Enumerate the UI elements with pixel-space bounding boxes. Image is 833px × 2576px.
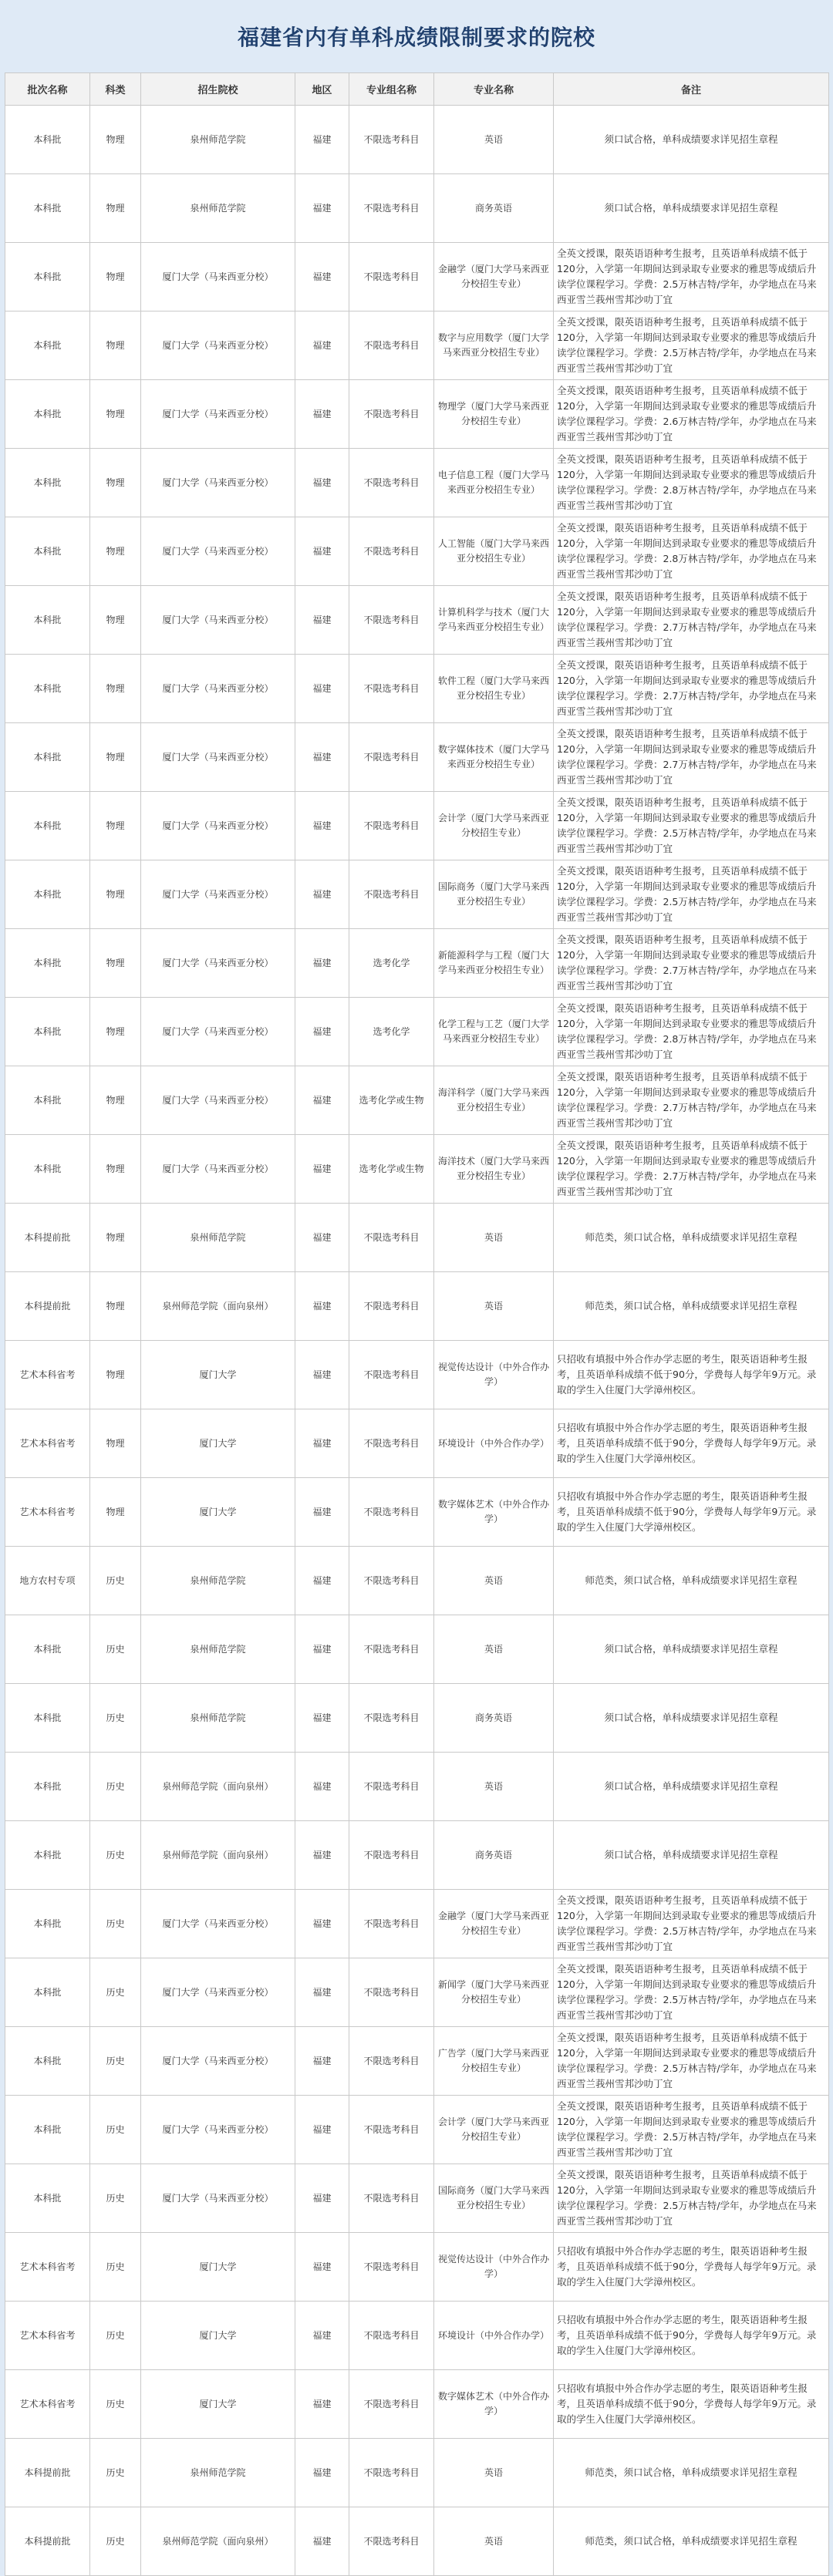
school-cell: 泉州师范学院 (141, 1684, 295, 1753)
table-row (5, 2027, 829, 2096)
subject-type-cell: 物理 (90, 449, 141, 517)
school-cell: 厦门大学（马来西亚分校） (141, 655, 295, 723)
batch-cell: 本科批 (5, 792, 90, 860)
school-cell: 厦门大学 (141, 1341, 295, 1409)
major-cell: 新能源科学与工程（厦门大学马来西亚分校招生专业） (434, 929, 554, 998)
remarks-cell: 师范类，须口试合格，单科成绩要求详见招生章程 (554, 1272, 829, 1341)
remarks-cell: 只招收有填报中外合作办学志愿的考生，限英语语种考生报考，且英语单科成绩不低于90分，学费每人每学年9万元。录取的学生入住厦门大学漳州校区。 (554, 1478, 829, 1547)
major-cell: 海洋技术（厦门大学马来西亚分校招生专业） (434, 1135, 554, 1204)
remarks-cell: 全英文授课，限英语语种考生报考，且英语单科成绩不低于120分，入学第一年期间达到录取专业要求的雅思等成绩后升读学位课程学习。学费：2.7万林吉特/学年，办学地点在马来西亚雪兰莪州雪邦沙叻丁宜 (554, 655, 829, 723)
school-cell: 厦门大学（马来西亚分校） (141, 2164, 295, 2233)
table-row (5, 1272, 829, 1341)
table-row (5, 2233, 829, 2302)
major-group-cell: 不限选考科目 (349, 106, 434, 174)
remarks-cell: 全英文授课，限英语语种考生报考，且英语单科成绩不低于120分，入学第一年期间达到录取专业要求的雅思等成绩后升读学位课程学习。学费：2.7万林吉特/学年，办学地点在马来西亚雪兰莪州雪邦沙叻丁宜 (554, 929, 829, 998)
batch-cell: 本科批 (5, 2164, 90, 2233)
major-group-cell: 不限选考科目 (349, 1341, 434, 1409)
school-cell: 厦门大学（马来西亚分校） (141, 380, 295, 449)
subject-type-cell: 物理 (90, 929, 141, 998)
region-cell: 福建 (295, 174, 349, 243)
major-group-cell: 不限选考科目 (349, 2507, 434, 2576)
subject-type-cell: 历史 (90, 2164, 141, 2233)
batch-cell: 本科批 (5, 380, 90, 449)
region-cell: 福建 (295, 517, 349, 586)
major-group-cell: 不限选考科目 (349, 174, 434, 243)
column-header-region: 地区 (295, 73, 349, 106)
major-cell: 新闻学（厦门大学马来西亚分校招生专业） (434, 1958, 554, 2027)
subject-type-cell: 物理 (90, 723, 141, 792)
major-group-cell: 不限选考科目 (349, 1821, 434, 1890)
school-cell: 泉州师范学院 (141, 106, 295, 174)
batch-cell: 本科批 (5, 1821, 90, 1890)
region-cell: 福建 (295, 792, 349, 860)
table-row (5, 517, 829, 586)
major-cell: 英语 (434, 1547, 554, 1615)
major-cell: 人工智能（厦门大学马来西亚分校招生专业） (434, 517, 554, 586)
region-cell: 福建 (295, 1958, 349, 2027)
major-group-cell: 不限选考科目 (349, 1615, 434, 1684)
school-cell: 厦门大学（马来西亚分校） (141, 723, 295, 792)
subject-type-cell: 物理 (90, 792, 141, 860)
school-cell: 泉州师范学院（面向泉州） (141, 1821, 295, 1890)
remarks-cell: 只招收有填报中外合作办学志愿的考生，限英语语种考生报考，且英语单科成绩不低于90分，学费每人每学年9万元。录取的学生入住厦门大学漳州校区。 (554, 2302, 829, 2370)
major-group-cell: 不限选考科目 (349, 2439, 434, 2507)
column-header-remarks: 备注 (554, 73, 829, 106)
column-header-major: 专业名称 (434, 73, 554, 106)
table-row (5, 174, 829, 243)
region-cell: 福建 (295, 1615, 349, 1684)
major-cell: 数字与应用数学（厦门大学马来西亚分校招生专业） (434, 311, 554, 380)
remarks-cell: 全英文授课，限英语语种考生报考，且英语单科成绩不低于120分，入学第一年期间达到录取专业要求的雅思等成绩后升读学位课程学习。学费：2.7万林吉特/学年，办学地点在马来西亚雪兰莪州雪邦沙叻丁宜 (554, 1066, 829, 1135)
major-cell: 物理学（厦门大学马来西亚分校招生专业） (434, 380, 554, 449)
subject-type-cell: 物理 (90, 1135, 141, 1204)
major-group-cell: 不限选考科目 (349, 2370, 434, 2439)
region-cell: 福建 (295, 1890, 349, 1958)
major-group-cell: 不限选考科目 (349, 860, 434, 929)
major-group-cell: 选考化学或生物 (349, 1066, 434, 1135)
remarks-cell: 全英文授课，限英语语种考生报考，且英语单科成绩不低于120分，入学第一年期间达到录取专业要求的雅思等成绩后升读学位课程学习。学费：2.5万林吉特/学年，办学地点在马来西亚雪兰莪州雪邦沙叻丁宜 (554, 311, 829, 380)
table-row (5, 2164, 829, 2233)
major-group-cell: 不限选考科目 (349, 1684, 434, 1753)
major-group-cell: 不限选考科目 (349, 449, 434, 517)
table-row (5, 1066, 829, 1135)
major-group-cell: 不限选考科目 (349, 1958, 434, 2027)
major-cell: 计算机科学与技术（厦门大学马来西亚分校招生专业） (434, 586, 554, 655)
batch-cell: 本科批 (5, 1753, 90, 1821)
batch-cell: 本科批 (5, 860, 90, 929)
subject-type-cell: 物理 (90, 1478, 141, 1547)
remarks-cell: 全英文授课，限英语语种考生报考，且英语单科成绩不低于120分，入学第一年期间达到录取专业要求的雅思等成绩后升读学位课程学习。学费：2.8万林吉特/学年，办学地点在马来西亚雪兰莪州雪邦沙叻丁宜 (554, 517, 829, 586)
major-cell: 国际商务（厦门大学马来西亚分校招生专业） (434, 2164, 554, 2233)
batch-cell: 本科批 (5, 243, 90, 311)
table-header-row (5, 73, 829, 106)
batch-cell: 地方农村专项 (5, 1547, 90, 1615)
school-cell: 泉州师范学院 (141, 2439, 295, 2507)
subject-type-cell: 历史 (90, 2439, 141, 2507)
region-cell: 福建 (295, 655, 349, 723)
remarks-cell: 全英文授课，限英语语种考生报考，且英语单科成绩不低于120分，入学第一年期间达到录取专业要求的雅思等成绩后升读学位课程学习。学费：2.5万林吉特/学年，办学地点在马来西亚雪兰莪州雪邦沙叻丁宜 (554, 2096, 829, 2164)
remarks-cell: 师范类，须口试合格，单科成绩要求详见招生章程 (554, 2507, 829, 2576)
subject-type-cell: 物理 (90, 311, 141, 380)
school-cell: 厦门大学（马来西亚分校） (141, 1066, 295, 1135)
subject-type-cell: 物理 (90, 1272, 141, 1341)
remarks-cell: 师范类，须口试合格，单科成绩要求详见招生章程 (554, 2439, 829, 2507)
region-cell: 福建 (295, 1753, 349, 1821)
region-cell: 福建 (295, 2370, 349, 2439)
subject-type-cell: 历史 (90, 2096, 141, 2164)
subject-type-cell: 物理 (90, 586, 141, 655)
table-row (5, 1204, 829, 1272)
subject-type-cell: 物理 (90, 1066, 141, 1135)
batch-cell: 本科批 (5, 929, 90, 998)
subject-type-cell: 历史 (90, 1821, 141, 1890)
region-cell: 福建 (295, 2439, 349, 2507)
school-cell: 厦门大学 (141, 1478, 295, 1547)
batch-cell: 艺术本科省考 (5, 1478, 90, 1547)
subject-type-cell: 历史 (90, 1753, 141, 1821)
major-cell: 环境设计（中外合作办学） (434, 1409, 554, 1478)
school-cell: 泉州师范学院（面向泉州） (141, 1272, 295, 1341)
major-group-cell: 选考化学 (349, 929, 434, 998)
school-cell: 泉州师范学院（面向泉州） (141, 1753, 295, 1821)
region-cell: 福建 (295, 1478, 349, 1547)
region-cell: 福建 (295, 2096, 349, 2164)
table-row (5, 1684, 829, 1753)
major-group-cell: 不限选考科目 (349, 2164, 434, 2233)
batch-cell: 本科批 (5, 1958, 90, 2027)
batch-cell: 本科批 (5, 998, 90, 1066)
subject-type-cell: 物理 (90, 655, 141, 723)
major-group-cell: 选考化学 (349, 998, 434, 1066)
region-cell: 福建 (295, 1684, 349, 1753)
remarks-cell: 全英文授课，限英语语种考生报考，且英语单科成绩不低于120分，入学第一年期间达到录取专业要求的雅思等成绩后升读学位课程学习。学费：2.6万林吉特/学年，办学地点在马来西亚雪兰莪州雪邦沙叻丁宜 (554, 380, 829, 449)
major-cell: 英语 (434, 1272, 554, 1341)
remarks-cell: 全英文授课，限英语语种考生报考，且英语单科成绩不低于120分，入学第一年期间达到录取专业要求的雅思等成绩后升读学位课程学习。学费：2.8万林吉特/学年，办学地点在马来西亚雪兰莪州雪邦沙叻丁宜 (554, 998, 829, 1066)
major-cell: 商务英语 (434, 1684, 554, 1753)
column-header-school: 招生院校 (141, 73, 295, 106)
major-cell: 商务英语 (434, 1821, 554, 1890)
major-group-cell: 不限选考科目 (349, 1409, 434, 1478)
school-cell: 厦门大学（马来西亚分校） (141, 1890, 295, 1958)
subject-type-cell: 历史 (90, 2507, 141, 2576)
batch-cell: 本科批 (5, 2096, 90, 2164)
school-cell: 厦门大学（马来西亚分校） (141, 2027, 295, 2096)
school-cell: 泉州师范学院（面向泉州） (141, 2507, 295, 2576)
region-cell: 福建 (295, 1409, 349, 1478)
subject-type-cell: 物理 (90, 1409, 141, 1478)
column-header-subject-type: 科类 (90, 73, 141, 106)
school-cell: 厦门大学（马来西亚分校） (141, 243, 295, 311)
major-group-cell: 不限选考科目 (349, 655, 434, 723)
major-group-cell: 不限选考科目 (349, 1204, 434, 1272)
batch-cell: 艺术本科省考 (5, 1409, 90, 1478)
major-cell: 化学工程与工艺（厦门大学马来西亚分校招生专业） (434, 998, 554, 1066)
batch-cell: 本科批 (5, 1890, 90, 1958)
major-cell: 数字媒体艺术（中外合作办学） (434, 2370, 554, 2439)
major-group-cell: 不限选考科目 (349, 2233, 434, 2302)
remarks-cell: 全英文授课，限英语语种考生报考，且英语单科成绩不低于120分，入学第一年期间达到录取专业要求的雅思等成绩后升读学位课程学习。学费：2.7万林吉特/学年，办学地点在马来西亚雪兰莪州雪邦沙叻丁宜 (554, 1135, 829, 1204)
major-cell: 国际商务（厦门大学马来西亚分校招生专业） (434, 860, 554, 929)
school-cell: 泉州师范学院 (141, 174, 295, 243)
subject-type-cell: 历史 (90, 1547, 141, 1615)
subject-type-cell: 物理 (90, 1341, 141, 1409)
table-row (5, 1753, 829, 1821)
remarks-cell: 只招收有填报中外合作办学志愿的考生，限英语语种考生报考，且英语单科成绩不低于90分，学费每人每学年9万元。录取的学生入住厦门大学漳州校区。 (554, 1341, 829, 1409)
batch-cell: 本科批 (5, 1066, 90, 1135)
remarks-cell: 全英文授课，限英语语种考生报考，且英语单科成绩不低于120分，入学第一年期间达到录取专业要求的雅思等成绩后升读学位课程学习。学费：2.5万林吉特/学年，办学地点在马来西亚雪兰莪州雪邦沙叻丁宜 (554, 792, 829, 860)
column-header-batch: 批次名称 (5, 73, 90, 106)
table-row (5, 1615, 829, 1684)
batch-cell: 本科批 (5, 1615, 90, 1684)
major-cell: 金融学（厦门大学马来西亚分校招生专业） (434, 1890, 554, 1958)
subject-type-cell: 物理 (90, 106, 141, 174)
table-row (5, 860, 829, 929)
major-group-cell: 不限选考科目 (349, 2027, 434, 2096)
region-cell: 福建 (295, 929, 349, 998)
region-cell: 福建 (295, 2233, 349, 2302)
table-row (5, 243, 829, 311)
region-cell: 福建 (295, 380, 349, 449)
table-row (5, 1135, 829, 1204)
major-cell: 英语 (434, 1615, 554, 1684)
table-row (5, 586, 829, 655)
school-cell: 厦门大学 (141, 2302, 295, 2370)
major-group-cell: 不限选考科目 (349, 517, 434, 586)
remarks-cell: 须口试合格，单科成绩要求详见招生章程 (554, 1821, 829, 1890)
major-group-cell: 不限选考科目 (349, 1753, 434, 1821)
batch-cell: 本科批 (5, 1135, 90, 1204)
school-cell: 厦门大学 (141, 2370, 295, 2439)
remarks-cell: 师范类，须口试合格，单科成绩要求详见招生章程 (554, 1547, 829, 1615)
major-group-cell: 不限选考科目 (349, 1547, 434, 1615)
batch-cell: 本科批 (5, 311, 90, 380)
region-cell: 福建 (295, 1821, 349, 1890)
school-cell: 厦门大学（马来西亚分校） (141, 792, 295, 860)
batch-cell: 艺术本科省考 (5, 2233, 90, 2302)
column-header-major-group: 专业组名称 (349, 73, 434, 106)
school-cell: 厦门大学（马来西亚分校） (141, 586, 295, 655)
subject-type-cell: 历史 (90, 2370, 141, 2439)
region-cell: 福建 (295, 2507, 349, 2576)
remarks-cell: 全英文授课，限英语语种考生报考，且英语单科成绩不低于120分，入学第一年期间达到录取专业要求的雅思等成绩后升读学位课程学习。学费：2.7万林吉特/学年，办学地点在马来西亚雪兰莪州雪邦沙叻丁宜 (554, 586, 829, 655)
region-cell: 福建 (295, 723, 349, 792)
subject-type-cell: 历史 (90, 2302, 141, 2370)
major-cell: 海洋科学（厦门大学马来西亚分校招生专业） (434, 1066, 554, 1135)
table-row (5, 1547, 829, 1615)
major-cell: 广告学（厦门大学马来西亚分校招生专业） (434, 2027, 554, 2096)
subject-type-cell: 物理 (90, 998, 141, 1066)
remarks-cell: 全英文授课，限英语语种考生报考，且英语单科成绩不低于120分，入学第一年期间达到录取专业要求的雅思等成绩后升读学位课程学习。学费：2.5万林吉特/学年，办学地点在马来西亚雪兰莪州雪邦沙叻丁宜 (554, 1958, 829, 2027)
region-cell: 福建 (295, 1272, 349, 1341)
region-cell: 福建 (295, 243, 349, 311)
batch-cell: 艺术本科省考 (5, 2370, 90, 2439)
batch-cell: 艺术本科省考 (5, 1341, 90, 1409)
table-row (5, 2096, 829, 2164)
table-row (5, 792, 829, 860)
subject-type-cell: 历史 (90, 1615, 141, 1684)
major-group-cell: 不限选考科目 (349, 723, 434, 792)
region-cell: 福建 (295, 311, 349, 380)
batch-cell: 本科批 (5, 2027, 90, 2096)
remarks-cell: 须口试合格，单科成绩要求详见招生章程 (554, 106, 829, 174)
subject-type-cell: 物理 (90, 243, 141, 311)
school-cell: 厦门大学（马来西亚分校） (141, 2096, 295, 2164)
school-cell: 厦门大学（马来西亚分校） (141, 929, 295, 998)
table-row (5, 1409, 829, 1478)
school-cell: 厦门大学 (141, 2233, 295, 2302)
remarks-cell: 只招收有填报中外合作办学志愿的考生，限英语语种考生报考，且英语单科成绩不低于90分，学费每人每学年9万元。录取的学生入住厦门大学漳州校区。 (554, 1409, 829, 1478)
table-row (5, 655, 829, 723)
batch-cell: 本科提前批 (5, 2507, 90, 2576)
remarks-cell: 全英文授课，限英语语种考生报考，且英语单科成绩不低于120分，入学第一年期间达到录取专业要求的雅思等成绩后升读学位课程学习。学费：2.5万林吉特/学年，办学地点在马来西亚雪兰莪州雪邦沙叻丁宜 (554, 243, 829, 311)
remarks-cell: 全英文授课，限英语语种考生报考，且英语单科成绩不低于120分，入学第一年期间达到录取专业要求的雅思等成绩后升读学位课程学习。学费：2.5万林吉特/学年，办学地点在马来西亚雪兰莪州雪邦沙叻丁宜 (554, 860, 829, 929)
major-cell: 英语 (434, 2507, 554, 2576)
subject-type-cell: 历史 (90, 2233, 141, 2302)
school-cell: 厦门大学（马来西亚分校） (141, 449, 295, 517)
batch-cell: 本科提前批 (5, 1204, 90, 1272)
major-group-cell: 不限选考科目 (349, 1478, 434, 1547)
major-cell: 电子信息工程（厦门大学马来西亚分校招生专业） (434, 449, 554, 517)
major-group-cell: 选考化学或生物 (349, 1135, 434, 1204)
major-group-cell: 不限选考科目 (349, 243, 434, 311)
region-cell: 福建 (295, 1066, 349, 1135)
remarks-cell: 须口试合格，单科成绩要求详见招生章程 (554, 1753, 829, 1821)
table-row (5, 929, 829, 998)
batch-cell: 本科提前批 (5, 2439, 90, 2507)
table-row (5, 2439, 829, 2507)
page-title: 福建省内有单科成绩限制要求的院校 (0, 0, 833, 72)
region-cell: 福建 (295, 1135, 349, 1204)
major-cell: 英语 (434, 106, 554, 174)
school-cell: 泉州师范学院 (141, 1204, 295, 1272)
batch-cell: 本科提前批 (5, 1272, 90, 1341)
batch-cell: 本科批 (5, 106, 90, 174)
admissions-table (5, 72, 829, 2576)
table-row (5, 380, 829, 449)
remarks-cell: 须口试合格，单科成绩要求详见招生章程 (554, 1684, 829, 1753)
table-row (5, 2370, 829, 2439)
remarks-cell: 须口试合格，单科成绩要求详见招生章程 (554, 1615, 829, 1684)
remarks-cell: 全英文授课，限英语语种考生报考，且英语单科成绩不低于120分，入学第一年期间达到录取专业要求的雅思等成绩后升读学位课程学习。学费：2.5万林吉特/学年，办学地点在马来西亚雪兰莪州雪邦沙叻丁宜 (554, 2027, 829, 2096)
major-group-cell: 不限选考科目 (349, 1272, 434, 1341)
major-cell: 软件工程（厦门大学马来西亚分校招生专业） (434, 655, 554, 723)
major-cell: 英语 (434, 1204, 554, 1272)
major-group-cell: 不限选考科目 (349, 2302, 434, 2370)
school-cell: 厦门大学（马来西亚分校） (141, 1135, 295, 1204)
table-row (5, 311, 829, 380)
table-row (5, 1478, 829, 1547)
table-row (5, 449, 829, 517)
table-row (5, 2302, 829, 2370)
region-cell: 福建 (295, 106, 349, 174)
remarks-cell: 全英文授课，限英语语种考生报考，且英语单科成绩不低于120分，入学第一年期间达到录取专业要求的雅思等成绩后升读学位课程学习。学费：2.5万林吉特/学年，办学地点在马来西亚雪兰莪州雪邦沙叻丁宜 (554, 2164, 829, 2233)
batch-cell: 艺术本科省考 (5, 2302, 90, 2370)
table-body (5, 106, 829, 2576)
table-row (5, 1341, 829, 1409)
school-cell: 厦门大学（马来西亚分校） (141, 311, 295, 380)
major-cell: 英语 (434, 1753, 554, 1821)
subject-type-cell: 历史 (90, 1684, 141, 1753)
remarks-cell: 全英文授课，限英语语种考生报考，且英语单科成绩不低于120分，入学第一年期间达到录取专业要求的雅思等成绩后升读学位课程学习。学费：2.5万林吉特/学年，办学地点在马来西亚雪兰莪州雪邦沙叻丁宜 (554, 1890, 829, 1958)
remarks-cell: 只招收有填报中外合作办学志愿的考生，限英语语种考生报考，且英语单科成绩不低于90分，学费每人每学年9万元。录取的学生入住厦门大学漳州校区。 (554, 2370, 829, 2439)
region-cell: 福建 (295, 998, 349, 1066)
remarks-cell: 师范类，须口试合格，单科成绩要求详见招生章程 (554, 1204, 829, 1272)
table-row (5, 1890, 829, 1958)
school-cell: 厦门大学（马来西亚分校） (141, 998, 295, 1066)
subject-type-cell: 物理 (90, 860, 141, 929)
subject-type-cell: 历史 (90, 2027, 141, 2096)
region-cell: 福建 (295, 860, 349, 929)
region-cell: 福建 (295, 1204, 349, 1272)
batch-cell: 本科批 (5, 1684, 90, 1753)
region-cell: 福建 (295, 2302, 349, 2370)
table-row (5, 1958, 829, 2027)
region-cell: 福建 (295, 2164, 349, 2233)
major-group-cell: 不限选考科目 (349, 311, 434, 380)
school-cell: 泉州师范学院 (141, 1615, 295, 1684)
table-row (5, 723, 829, 792)
major-cell: 环境设计（中外合作办学） (434, 2302, 554, 2370)
school-cell: 厦门大学（马来西亚分校） (141, 517, 295, 586)
major-cell: 会计学（厦门大学马来西亚分校招生专业） (434, 792, 554, 860)
region-cell: 福建 (295, 2027, 349, 2096)
remarks-cell: 全英文授课，限英语语种考生报考，且英语单科成绩不低于120分，入学第一年期间达到录取专业要求的雅思等成绩后升读学位课程学习。学费：2.7万林吉特/学年，办学地点在马来西亚雪兰莪州雪邦沙叻丁宜 (554, 723, 829, 792)
school-cell: 厦门大学（马来西亚分校） (141, 860, 295, 929)
major-group-cell: 不限选考科目 (349, 380, 434, 449)
major-cell: 会计学（厦门大学马来西亚分校招生专业） (434, 2096, 554, 2164)
remarks-cell: 只招收有填报中外合作办学志愿的考生，限英语语种考生报考，且英语单科成绩不低于90分，学费每人每学年9万元。录取的学生入住厦门大学漳州校区。 (554, 2233, 829, 2302)
table-row (5, 1821, 829, 1890)
school-cell: 泉州师范学院 (141, 1547, 295, 1615)
subject-type-cell: 历史 (90, 1890, 141, 1958)
major-cell: 金融学（厦门大学马来西亚分校招生专业） (434, 243, 554, 311)
major-group-cell: 不限选考科目 (349, 792, 434, 860)
major-cell: 商务英语 (434, 174, 554, 243)
region-cell: 福建 (295, 449, 349, 517)
major-cell: 数字媒体艺术（中外合作办学） (434, 1478, 554, 1547)
region-cell: 福建 (295, 1547, 349, 1615)
major-cell: 英语 (434, 2439, 554, 2507)
batch-cell: 本科批 (5, 723, 90, 792)
major-cell: 数字媒体技术（厦门大学马来西亚分校招生专业） (434, 723, 554, 792)
remarks-cell: 须口试合格，单科成绩要求详见招生章程 (554, 174, 829, 243)
major-group-cell: 不限选考科目 (349, 586, 434, 655)
batch-cell: 本科批 (5, 174, 90, 243)
table-row (5, 2507, 829, 2576)
region-cell: 福建 (295, 586, 349, 655)
subject-type-cell: 历史 (90, 1958, 141, 2027)
batch-cell: 本科批 (5, 586, 90, 655)
batch-cell: 本科批 (5, 449, 90, 517)
school-cell: 厦门大学 (141, 1409, 295, 1478)
region-cell: 福建 (295, 1341, 349, 1409)
subject-type-cell: 物理 (90, 1204, 141, 1272)
batch-cell: 本科批 (5, 517, 90, 586)
major-cell: 视觉传达设计（中外合作办学） (434, 1341, 554, 1409)
major-group-cell: 不限选考科目 (349, 2096, 434, 2164)
batch-cell: 本科批 (5, 655, 90, 723)
remarks-cell: 全英文授课，限英语语种考生报考，且英语单科成绩不低于120分，入学第一年期间达到录取专业要求的雅思等成绩后升读学位课程学习。学费：2.8万林吉特/学年，办学地点在马来西亚雪兰莪州雪邦沙叻丁宜 (554, 449, 829, 517)
table-row (5, 998, 829, 1066)
major-cell: 视觉传达设计（中外合作办学） (434, 2233, 554, 2302)
school-cell: 厦门大学（马来西亚分校） (141, 1958, 295, 2027)
major-group-cell: 不限选考科目 (349, 1890, 434, 1958)
subject-type-cell: 物理 (90, 174, 141, 243)
subject-type-cell: 物理 (90, 380, 141, 449)
table-row (5, 106, 829, 174)
subject-type-cell: 物理 (90, 517, 141, 586)
